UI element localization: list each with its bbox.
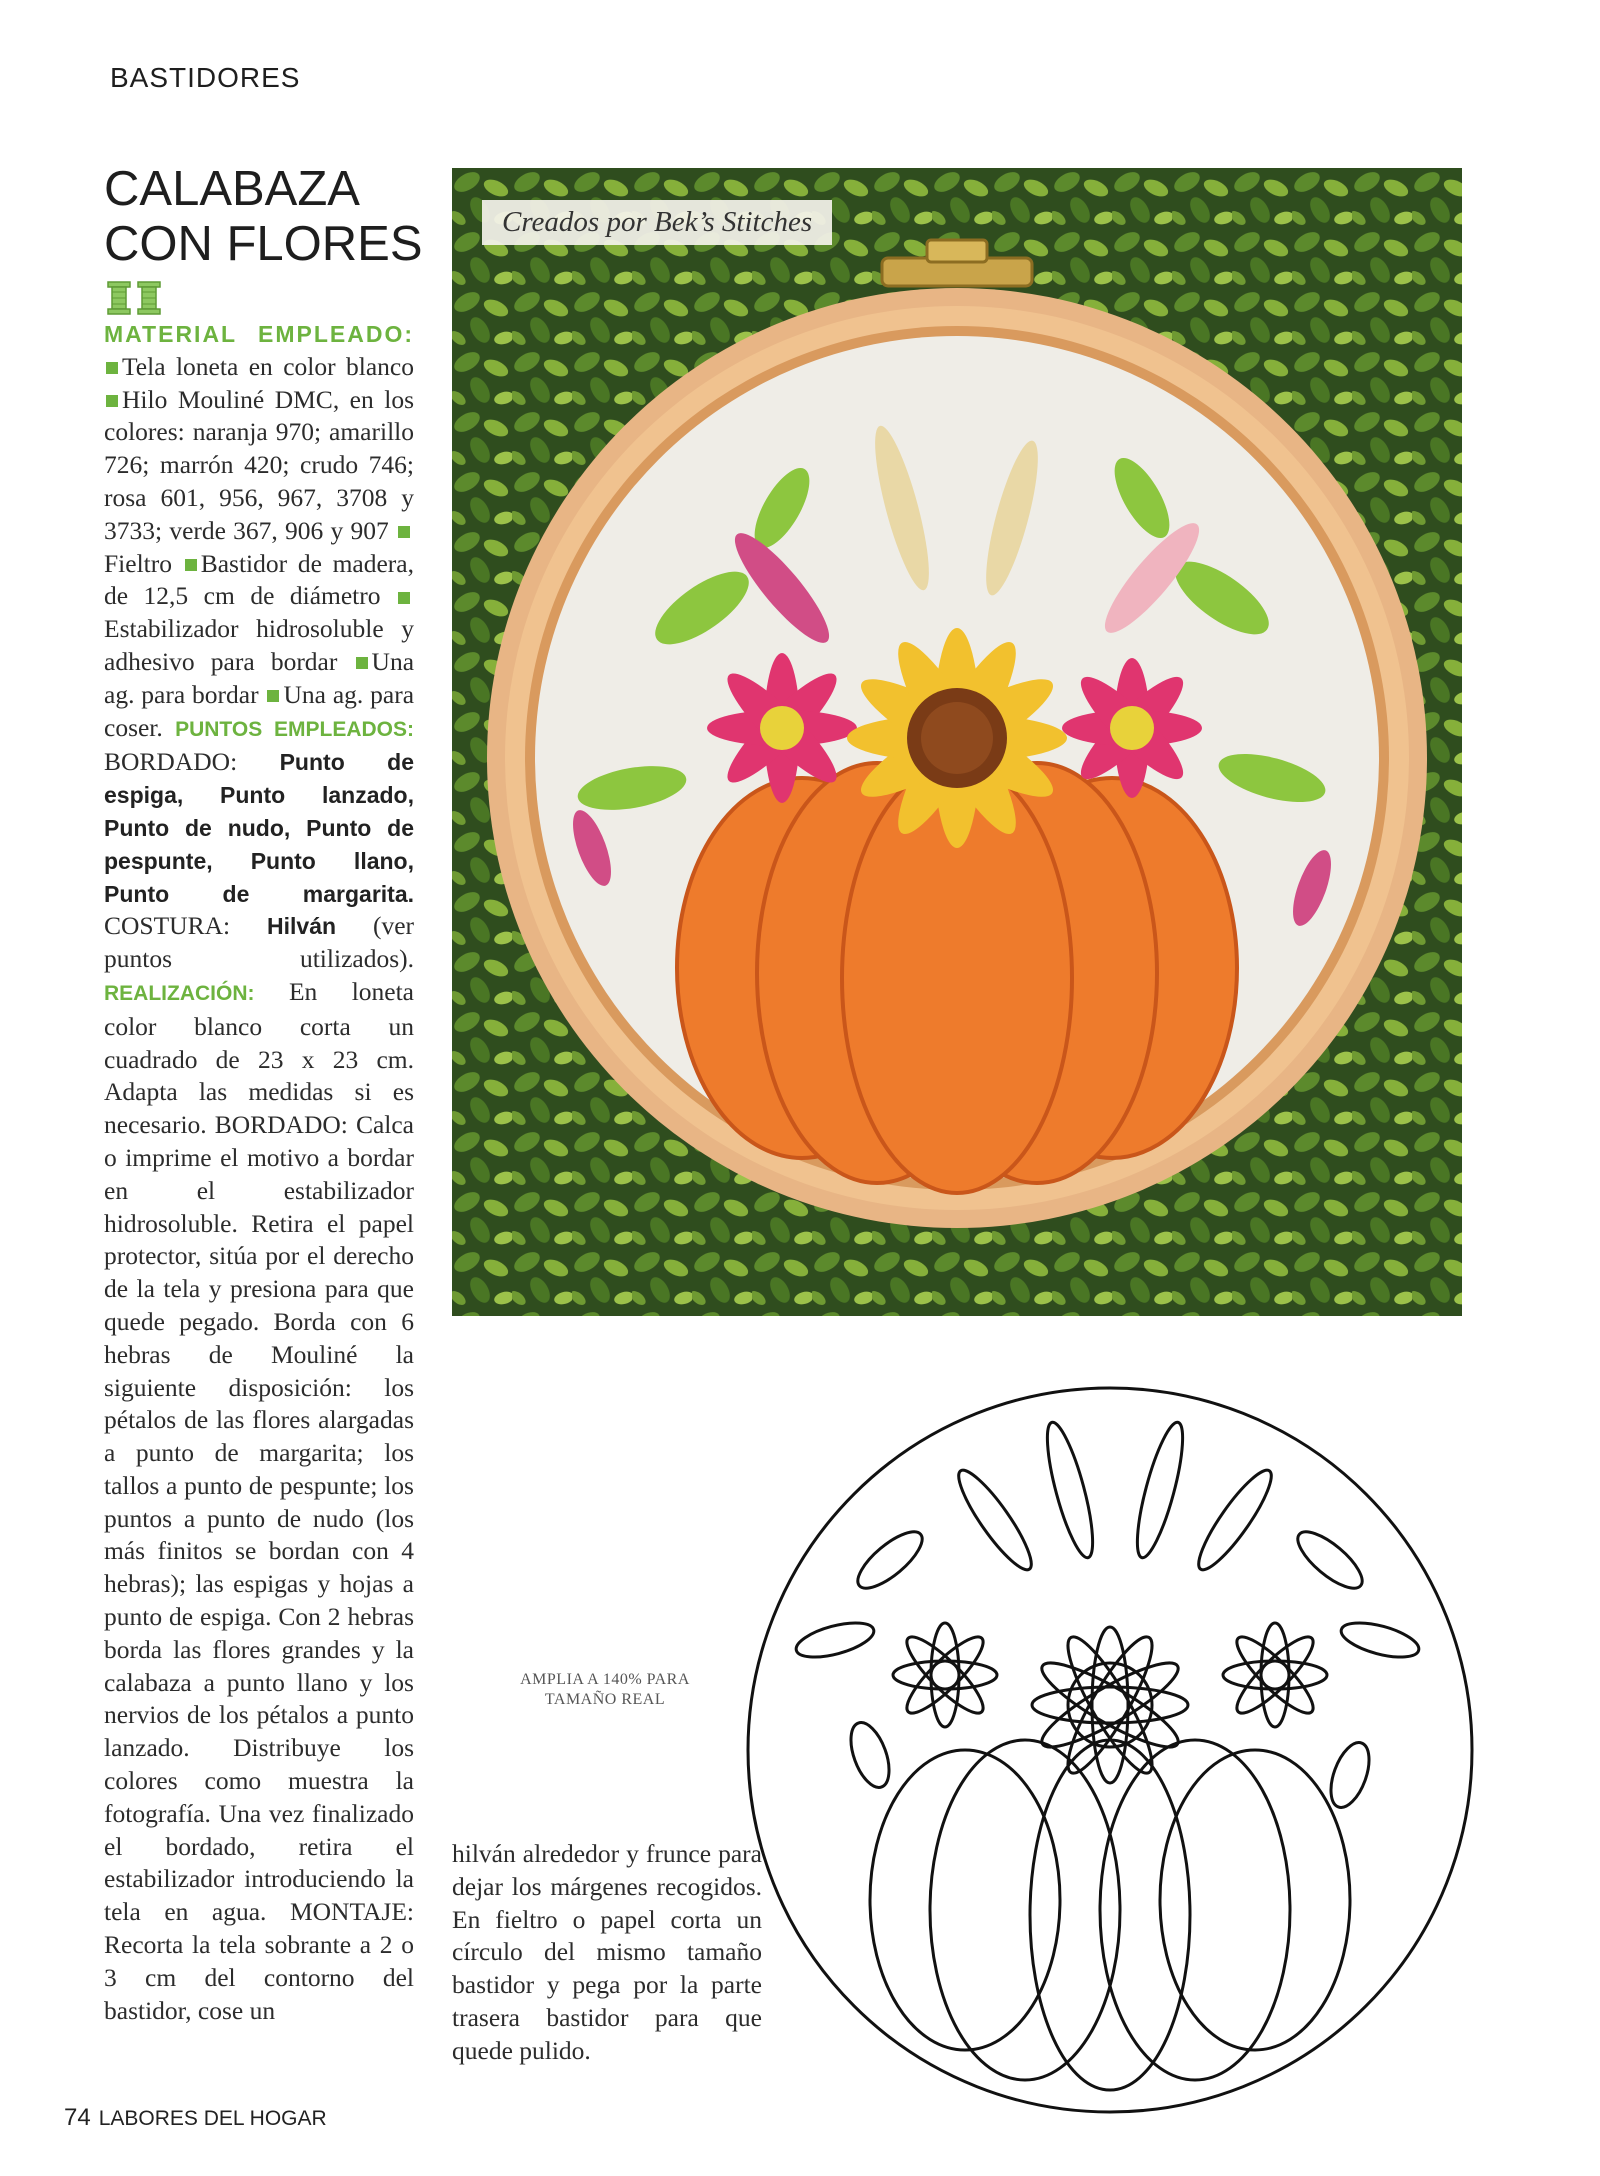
enlarge-line-2: TAMAÑO REAL: [544, 1691, 666, 1708]
material-item: Una ag. para bordar: [104, 646, 415, 709]
material-item: Fieltro: [104, 548, 172, 578]
embroidery-photo: [452, 168, 1462, 1316]
material-item: Bastidor de madera, de 12,5 cm de diámetro: [104, 548, 414, 611]
realization-label: REALIZACIÓN:: [104, 981, 255, 1005]
title-line-1: CALABAZA: [104, 162, 360, 216]
realization-text: En loneta color blanco corta un cuadrado de 23 x 23 cm. Adapta las medidas si es necesario. BORDADO: Calca o imprime el motivo a bordar en el estabilizador hidrosoluble. Retira el papel protector, sitúa por el derecho de la tela y presiona para que quede pegado. Borda con 6 hebras de Mouliné la siguiente disposición: los pétalos de las flores alargadas a punto de margarita; los tallos a punto de pespunte; los puntos a punto de nudo (los más finitos se bordan con 4 hebras); las espigas y hojas a punto de espiga. Con 2 hebras borda las flores grandes y la calabaza a punto llano y los nervios de los pétalos a punto lanzado. Distribuye los colores como muestra la fotografía. Una vez finalizado el bordado, retira el estabilizador introduciendo la tela en agua. MONTAJE: Recorta la tela sobrante a 2 o 3 cm del contorno del bastidor, cose un: [104, 976, 414, 2025]
stitches-label: PUNTOS EMPLEADOS:: [175, 717, 414, 741]
bullet-square-icon: [106, 362, 118, 374]
material-label: MATERIAL EMPLEADO:: [104, 321, 414, 347]
material-item: Una ag. para coser.: [104, 679, 415, 742]
enlarge-line-1: AMPLIA A 140% PARA: [520, 1671, 690, 1688]
instructions-column-2: hilván alrededor y frunce para dejar los márgenes recogidos. En fieltro o papel corta un círculo del mismo tamaño bastidor y pega por la parte trasera bastidor para que quede pulido.: [452, 1839, 762, 2065]
material-item: Hilo Mouliné DMC, en los colores: naranja 970; amarillo 726; marrón 420; crudo 746; rosa 601, 956, 967, 3708 y 3733; verde 367, 906 y 907: [104, 384, 414, 545]
stitches-note: (ver puntos utilizados).: [104, 911, 415, 974]
section-header: BASTIDORES: [110, 62, 301, 93]
bullet-square-icon: [398, 526, 410, 538]
embroidery-hoop-illustration: [452, 168, 1462, 1316]
bullet-square-icon: [267, 690, 279, 702]
photo-credit-caption: Creados por Bek’s Stitches: [482, 200, 832, 245]
bullet-square-icon: [398, 592, 410, 604]
page-number: 74: [64, 2104, 91, 2131]
title-line-2: CON FLORES: [104, 217, 423, 271]
embroidery-stitches: Punto de espiga, Punto lanzado, Punto de nudo, Punto de pespunte, Punto llano, Punto de margarita.: [104, 749, 414, 907]
bullet-square-icon: [106, 395, 118, 407]
enlarge-note: [480, 1670, 730, 1710]
instructions-column-1: [104, 318, 414, 2027]
sewing-stitches: Hilván: [267, 913, 337, 940]
bullet-square-icon: [185, 559, 197, 571]
embroidery-label: BORDADO:: [104, 747, 238, 777]
page-footer: [64, 2104, 327, 2132]
thread-spools-icon: [106, 280, 162, 316]
bullet-square-icon: [356, 657, 368, 669]
material-item: Tela loneta en color blanco: [122, 351, 414, 381]
article-title: [104, 162, 434, 272]
sewing-label: COSTURA:: [104, 911, 231, 941]
material-item: Estabilizador hidrosoluble y adhesivo para bordar: [104, 614, 414, 676]
magazine-name: LABORES DEL HOGAR: [98, 2107, 327, 2130]
tracing-pattern: [740, 1380, 1480, 2120]
